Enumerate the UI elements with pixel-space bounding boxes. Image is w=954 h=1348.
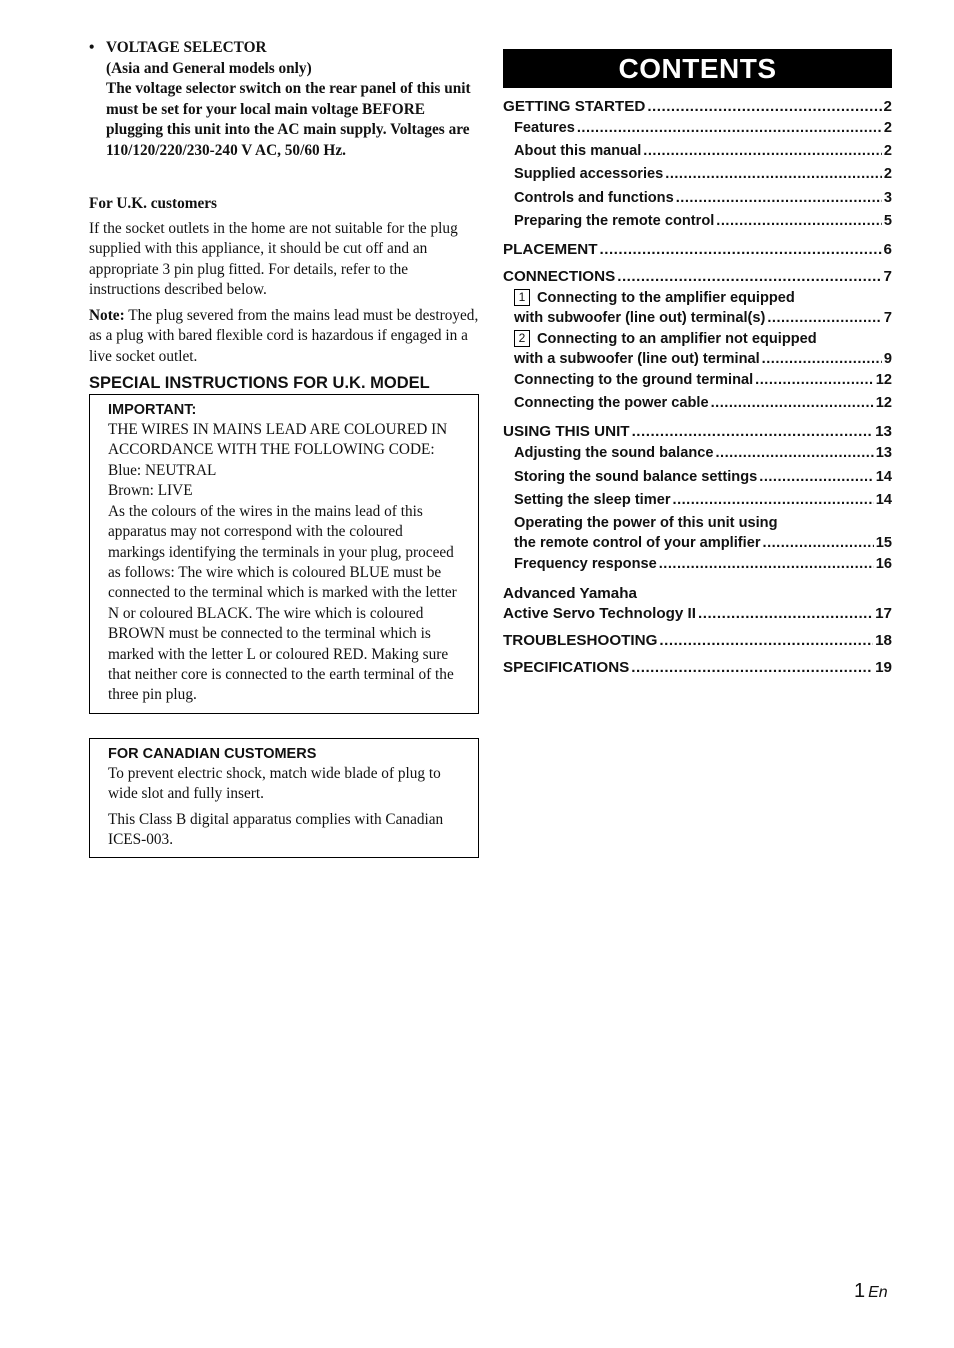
important-line: THE WIRES IN MAINS LEAD ARE COLOURED IN ACCORDANCE WITH THE FOLLOWING CODE: [108, 421, 448, 459]
toc-controls-functions[interactable]: Controls and functions ..... 3 [503, 187, 892, 210]
toc-power-cable[interactable]: Connecting the power cable ..... 12 [503, 392, 892, 415]
uk-customers-paragraph: If the socket outlets in the home are not suitable for the plug supplied with this appliance, it should be cut off and an appropriate 3 pin plug fitted. For details, refer to the instructions described below. [89, 219, 458, 299]
toc-specifications[interactable]: SPECIFICATIONS ..... 19 [503, 658, 892, 678]
voltage-subtitle: (Asia and General models only) [106, 59, 312, 77]
canadian-customers-box [89, 738, 479, 859]
left-column [89, 38, 479, 858]
toc-features[interactable]: Features ..... 2 [503, 117, 892, 140]
table-of-contents [503, 49, 892, 678]
toc-troubleshooting[interactable]: TROUBLESHOOTING ..... 18 [503, 631, 892, 651]
uk-note-paragraph [89, 306, 479, 368]
special-instructions-title: SPECIAL INSTRUCTIONS FOR U.K. MODEL [89, 374, 430, 393]
toc-sleep-timer[interactable]: Setting the sleep timer ..... 14 [503, 489, 892, 512]
important-box [89, 394, 479, 714]
toc-storing-settings[interactable]: Storing the sound balance settings ..... 14 [503, 466, 892, 489]
canadian-text: To prevent electric shock, match wide blade of plug to wide slot and fully insert. [108, 764, 441, 803]
toc-about-manual[interactable]: About this manual ..... 2 [503, 140, 892, 163]
voltage-title: VOLTAGE SELECTOR [106, 39, 267, 56]
toc-adjusting-sound-balance[interactable]: Adjusting the sound balance ..... 13 [503, 442, 892, 465]
voltage-selector-notice [89, 38, 479, 162]
note-text: The plug severed from the mains lead must be destroyed, as a plug with bared flexible cord is hazardous if engaged in a live socket outlet. [89, 306, 479, 365]
important-line: Blue: NEUTRAL [108, 461, 217, 479]
toc-supplied-accessories[interactable]: Supplied accessories ..... 2 [503, 163, 892, 186]
toc-advanced-yamaha[interactable]: Advanced Yamaha Active Servo Technology II ..... 17 [503, 584, 892, 624]
toc-getting-started[interactable]: GETTING STARTED ..... 2 [503, 97, 892, 117]
toc-operating-power[interactable]: Operating the power of this unit using the remote control of your amplifier ..... 15 [503, 514, 892, 553]
toc-connections[interactable]: CONNECTIONS ..... 7 [503, 267, 892, 287]
canadian-text: This Class B digital apparatus complies with Canadian ICES-003. [108, 810, 444, 848]
contents-title: CONTENTS [503, 49, 892, 88]
step-number-box: 1 [514, 289, 530, 306]
toc-connecting-amplifier-not-equipped[interactable]: 2 Connecting to an amplifier not equipped with a subwoofer (line out) terminal ..... 9 [503, 330, 892, 369]
important-title: IMPORTANT: [108, 402, 197, 419]
language-code: En [868, 1284, 888, 1301]
bullet: • [89, 39, 95, 56]
toc-connecting-amplifier-equipped[interactable]: 1 Connecting to the amplifier equipped with subwoofer (line out) terminal(s) ..... 7 [503, 289, 892, 328]
voltage-text: The voltage selector switch on the rear panel of this unit must be set for your local main voltage BEFORE plugging this unit into the AC main supply. Voltages are 110/120/220/230-240 V AC, 50/60 Hz. [106, 80, 471, 159]
toc-preparing-remote[interactable]: Preparing the remote control ..... 5 [503, 210, 892, 233]
toc-ground-terminal[interactable]: Connecting to the ground terminal ..... 12 [503, 369, 892, 392]
step-number-box: 2 [514, 330, 530, 347]
uk-customers-heading: For U.K. customers [89, 194, 218, 212]
important-line: Brown: LIVE [108, 482, 193, 500]
toc-using-this-unit[interactable]: USING THIS UNIT ..... 13 [503, 422, 892, 442]
toc-frequency-response[interactable]: Frequency response ..... 16 [503, 553, 892, 576]
important-body: As the colours of the wires in the mains lead of this apparatus may not correspond with the coloured markings identifying the terminals in your plug, proceed as follows: The wire which is coloured BLUE must be connected to the terminal which is marked with the letter N or coloured BLACK. The wire which is coloured BROWN must be connected to the terminal which is marked with the letter L or coloured RED. Making sure that neither core is connected to the earth terminal of the three pin plug. [108, 502, 457, 704]
canadian-title: FOR CANADIAN CUSTOMERS [108, 745, 317, 762]
page-number: 1 En [854, 1280, 888, 1302]
toc-placement[interactable]: PLACEMENT ..... 6 [503, 240, 892, 260]
note-label: Note: [89, 306, 125, 324]
